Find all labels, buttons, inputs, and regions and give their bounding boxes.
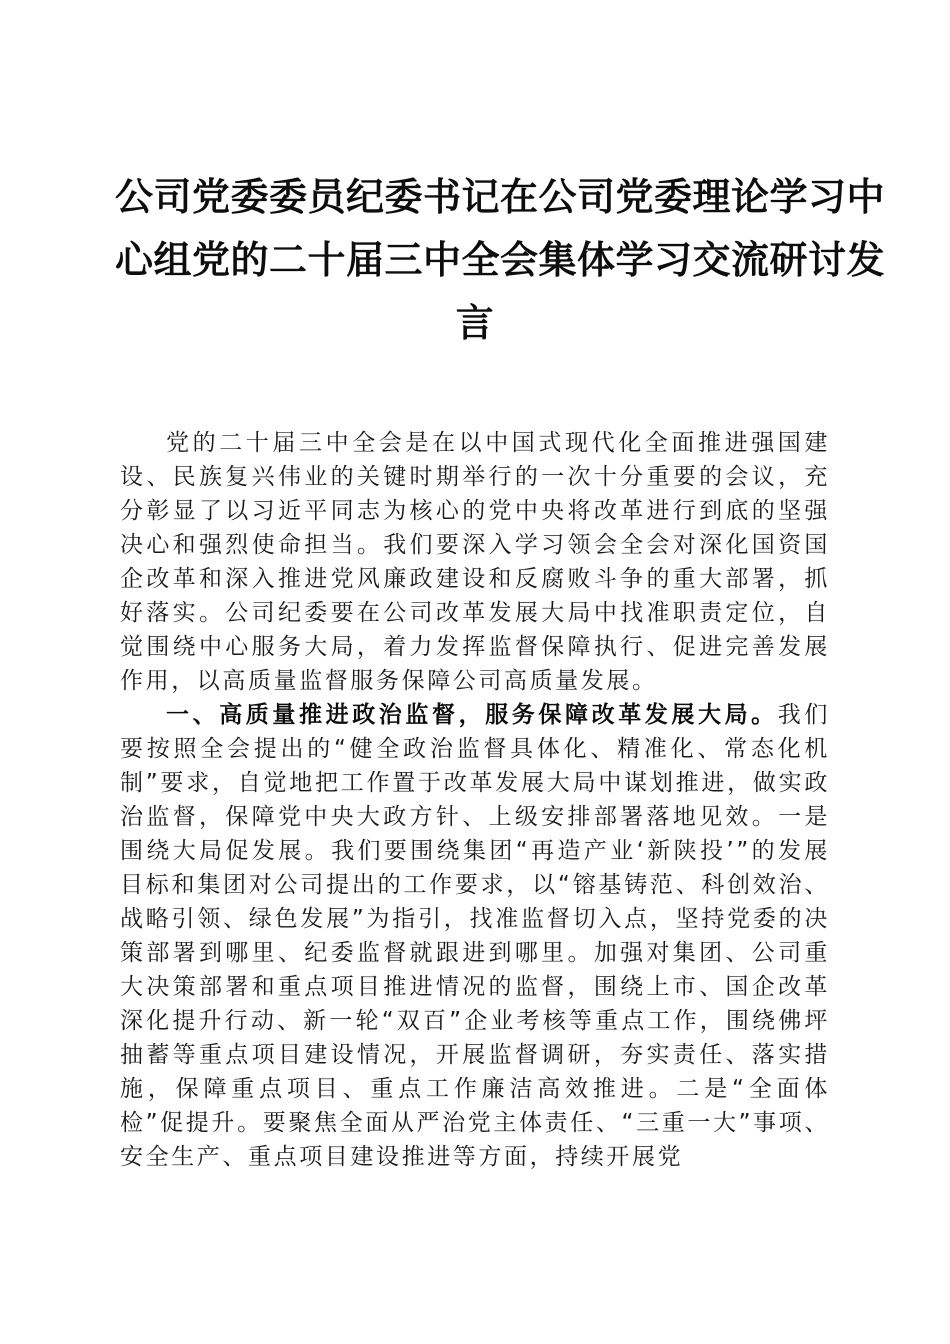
- title-line-2: 心组党的二十届三中全会集体学习交流研讨发: [115, 237, 886, 282]
- title-line-3: 言: [455, 300, 495, 345]
- document-body: [120, 426, 830, 1174]
- title-line-1: 公司党委委员纪委书记在公司党委理论学习中: [115, 174, 886, 219]
- section-one-heading: 一、高质量推进政治监督，服务保障改革发展大局。: [166, 702, 778, 728]
- section-one-text: 我们要按照全会提出的“健全政治监督具体化、精准化、常态化机制”要求，自觉地把工作置于改革发展大局中谋划推进，做实政治监督，保障党中央大政方针、上级安排部署落地见效。一是围绕大局促发展。我们要围绕集团“再造产业‘新陕投’”的发展目标和集团对公司提出的工作要求，以“镕基铸范、科创效治、战略引领、绿色发展”为指引，找准监督切入点，坚持党委的决策部署到哪里、纪委监督就跟进到哪里。加强对集团、公司重大决策部署和重点项目推进情况的监督，围绕上市、国企改革深化提升行动、新一轮“双百”企业考核等重点工作，围绕佛坪抽蓄等重点项目建设情况，开展监督调研，夯实责任、落实措施，保障重点项目、重点工作廉洁高效推进。二是“全面体检”促提升。要聚焦全面从严治党主体责任、“三重一大”事项、安全生产、重点项目建设推进等方面，持续开展党: [120, 702, 830, 1170]
- document-title: [115, 165, 886, 354]
- intro-paragraph: [120, 426, 830, 698]
- intro-paragraph-text: 党的二十届三中全会是在以中国式现代化全面推进强国建设、民族复兴伟业的关键时期举行的一次十分重要的会议，充分彰显了以习近平同志为核心的党中央将改革进行到底的坚强决心和强烈使命担当。我们要深入学习领会全会对深化国资国企改革和深入推进党风廉政建设和反腐败斗争的重大部署，抓好落实。公司纪委要在公司改革发展大局中找准职责定位，自觉围绕中心服务大局，着力发挥监督保障执行、促进完善发展作用，以高质量监督服务保障公司高质量发展。: [120, 430, 830, 694]
- section-one-paragraph: [120, 698, 830, 1174]
